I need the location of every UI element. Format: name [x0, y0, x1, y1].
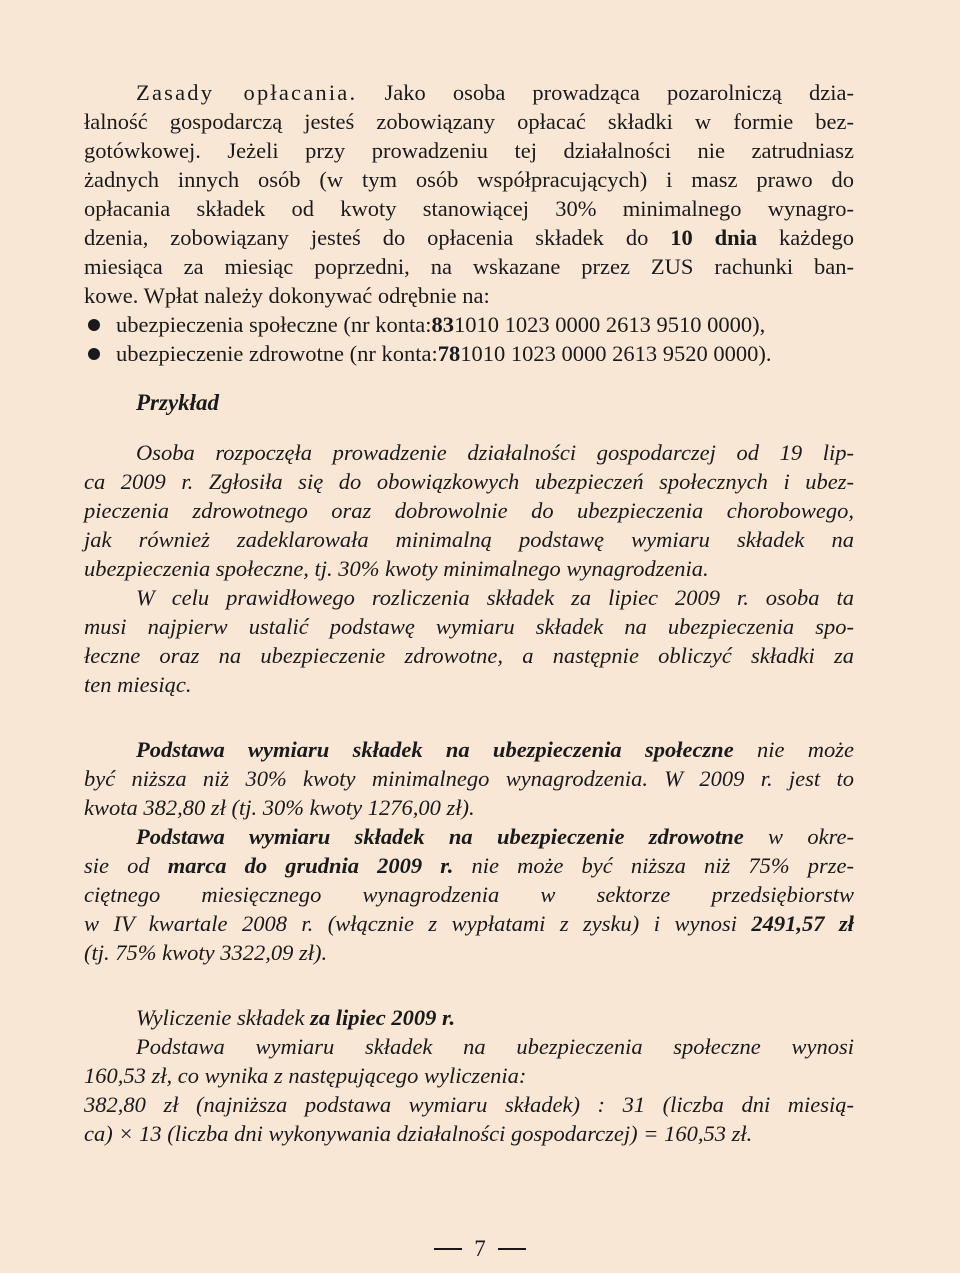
base-health-line-1: Podstawa wymiaru składek na ubezpieczenie zdrowotne w okre- — [136, 824, 854, 849]
rules-line-7: miesiąca za miesiąc poprzedni, na wskazane przez ZUS rachunki ban- — [84, 254, 854, 279]
footer-dash — [498, 1248, 526, 1250]
calculation-block — [84, 1003, 854, 1148]
account-health-number: 1010 1023 0000 2613 9520 0000). — [460, 341, 772, 366]
bullet-icon — [88, 319, 100, 331]
account-social-number: 1010 1023 0000 2613 9510 0000), — [453, 312, 766, 337]
rules-line-4: żadnych innych osób (w tym osób współpracujących) i masz prawo do — [84, 167, 854, 192]
example-line: jak również zadeklarowała minimalną podstawę wymiaru składek na — [84, 527, 854, 552]
calculation-heading: Wyliczenie składek za lipiec 2009 r. — [136, 1005, 456, 1030]
health-base-amount: 2491,57 zł — [751, 911, 854, 936]
deadline-emphasis: 10 dnia — [670, 225, 758, 250]
calculation-line: Podstawa wymiaru składek na ubezpieczenia społeczne wynosi — [136, 1034, 854, 1059]
calculation-line: 160,53 zł, co wynika z następującego wyliczenia: — [84, 1063, 527, 1088]
bullet-icon — [88, 348, 100, 360]
account-health-prefix: 78 — [437, 341, 461, 366]
account-social-prefix: 83 — [431, 312, 454, 337]
page-footer — [0, 1234, 960, 1264]
base-social-line-2: być niższa niż 30% kwoty minimalnego wynagrodzenia. W 2009 r. jest to — [84, 766, 854, 791]
document-page — [84, 78, 854, 1148]
base-health-heading: Podstawa wymiaru składek na ubezpieczenie zdrowotne — [136, 824, 744, 849]
rules-line-2: łalność gospodarczą jesteś zobowiązany opłacać składki w formie bez- — [84, 109, 854, 134]
base-social-block — [84, 735, 854, 822]
base-health-block — [84, 822, 854, 967]
health-period: marca do grudnia 2009 r. — [167, 853, 454, 878]
base-health-line-3: ciętnego miesięcznego wynagrodzenia w sektorze przedsiębiorstw — [84, 882, 854, 907]
example-line: łeczne oraz na ubezpieczenie zdrowotne, a następnie obliczyć składki za — [84, 643, 854, 668]
example-block — [84, 438, 854, 699]
base-social-line-3: kwota 382,80 zł (tj. 30% kwoty 1276,00 zł). — [84, 795, 475, 820]
page-number: 7 — [474, 1236, 486, 1261]
rules-line-5: opłacania składek od kwoty stanowiącej 30% minimalnego wynagro- — [84, 196, 854, 221]
rules-lead-title: Zasady opłacania. — [136, 80, 358, 105]
example-line: musi najpierw ustalić podstawę wymiaru składek na ubezpieczenia spo- — [84, 614, 854, 639]
rules-line-3: gotówkowej. Jeżeli przy prowadzeniu tej działalności nie zatrudniasz — [84, 138, 854, 163]
footer-dash — [434, 1248, 462, 1250]
calculation-period: za lipiec 2009 r. — [310, 1005, 456, 1030]
base-social-line-1: Podstawa wymiaru składek na ubezpieczenia społeczne nie może — [136, 737, 854, 762]
base-health-line-5: (tj. 75% kwoty 3322,09 zł). — [84, 940, 328, 965]
example-line: ten miesiąc. — [84, 672, 192, 697]
base-health-line-2: sie od marca do grudnia 2009 r. nie może być niższa niż 75% prze- — [84, 853, 855, 878]
account-health-item: ubezpieczenie zdrowotne (nr konta: 78 1010 1023 0000 2613 9520 0000). — [84, 339, 854, 368]
rules-line-6: dzenia, zobowiązany jesteś do opłacenia składek do 10 dnia każdego — [84, 225, 855, 250]
example-line: W celu prawidłowego rozliczenia składek za lipiec 2009 r. osoba ta — [136, 585, 854, 610]
example-heading: Przykład — [136, 390, 220, 415]
calculation-line: ca) × 13 (liczba dni wykonywania działalności gospodarczej) = 160,53 zł. — [84, 1121, 753, 1146]
example-line: pieczenia zdrowotnego oraz dobrowolnie do ubezpieczenia chorobowego, — [84, 498, 854, 523]
example-line: ca 2009 r. Zgłosiła się do obowiązkowych ubezpieczeń społecznych i ubez- — [84, 469, 854, 494]
calculation-line: 382,80 zł (najniższa podstawa wymiaru składek) : 31 (liczba dni miesią- — [84, 1092, 854, 1117]
account-social-item: ubezpieczenia społeczne (nr konta: 83 1010 1023 0000 2613 9510 0000), — [84, 310, 854, 339]
base-social-heading: Podstawa wymiaru składek na ubezpieczenia społeczne — [136, 737, 734, 762]
rules-line-8: kowe. Wpłat należy dokonywać odrębnie na: — [84, 283, 490, 308]
rules-line-1: Zasady opłacania. Jako osoba prowadząca pozarolniczą dzia- — [136, 80, 854, 105]
base-health-line-4: w IV kwartale 2008 r. (włącznie z wypłatami z zysku) i wynosi 2491,57 zł — [84, 911, 854, 936]
example-line: ubezpieczenia społeczne, tj. 30% kwoty minimalnego wynagrodzenia. — [84, 556, 709, 581]
example-line: Osoba rozpoczęła prowadzenie działalności gospodarczej od 19 lip- — [136, 440, 854, 465]
